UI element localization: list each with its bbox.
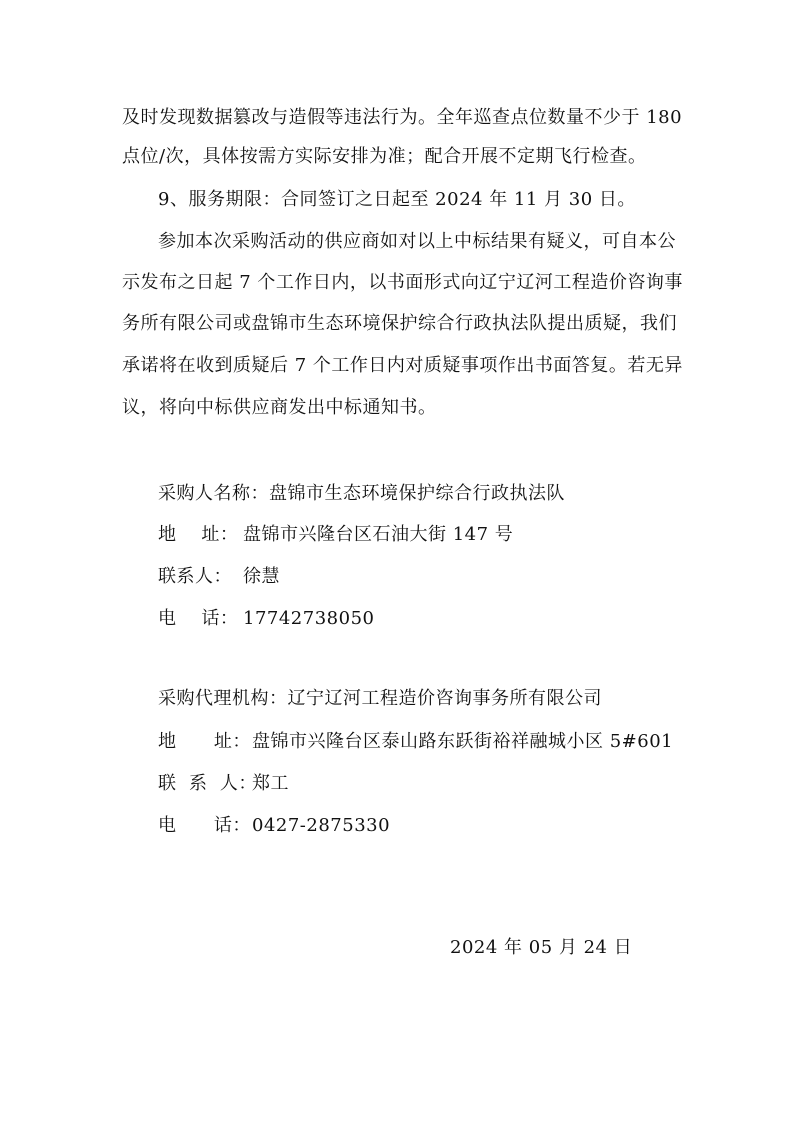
agency-phone-row — [158, 814, 390, 838]
objection-paragraph-line-5: 议，将向中标供应商发出中标通知书。 — [122, 397, 437, 418]
agency-address-row — [158, 730, 673, 754]
objection-paragraph-line-3: 务所有限公司或盘锦市生态环境保护综合行政执法队提出质疑，我们 — [122, 313, 677, 334]
body-paragraph-1-line-1: 及时发现数据篡改与造假等违法行为。全年巡查点位数量不少于 180 — [122, 107, 683, 128]
agency-name-label: 采购代理机构： — [158, 688, 288, 709]
agency-address-label: 地 址： — [158, 731, 251, 752]
purchaser-name-label: 采购人名称： — [158, 483, 269, 504]
purchaser-contact-value: 徐慧 — [243, 566, 280, 587]
agency-contact-value: 郑工 — [252, 773, 289, 794]
purchaser-contact-label: 联系人： — [158, 566, 232, 587]
objection-paragraph-line-1: 参加本次采购活动的供应商如对以上中标结果有疑义，可自本公 — [158, 231, 676, 252]
objection-paragraph-line-2: 示发布之日起 7 个工作日内，以书面形式向辽宁辽河工程造价咨询事 — [122, 272, 683, 293]
purchaser-phone-value: 17742738050 — [243, 608, 375, 629]
agency-name-row — [158, 687, 602, 711]
purchaser-contact-row — [158, 565, 280, 589]
agency-name-value: 辽宁辽河工程造价咨询事务所有限公司 — [287, 688, 602, 709]
service-period-line: 9、服务期限：合同签订之日起至 2024 年 11 月 30 日。 — [158, 189, 636, 210]
objection-paragraph-line-4: 承诺将在收到质疑后 7 个工作日内对质疑事项作出书面答复。若无异 — [122, 355, 683, 376]
agency-contact-label: 联 系 人： — [158, 773, 257, 794]
agency-address-value: 盘锦市兴隆台区泰山路东跃街裕祥融城小区 5#601 — [252, 731, 674, 752]
agency-phone-label: 电 话： — [158, 815, 251, 836]
body-paragraph-1-line-2: 点位/次，具体按需方实际安排为准；配合开展不定期飞行检查。 — [122, 146, 647, 167]
purchaser-name-value: 盘锦市生态环境保护综合行政执法队 — [269, 483, 565, 504]
purchaser-phone-label: 电 话： — [158, 608, 239, 629]
document-date: 2024 年 05 月 24 日 — [450, 937, 633, 958]
purchaser-address-row — [158, 523, 513, 547]
purchaser-address-label: 地 址： — [158, 524, 239, 545]
purchaser-phone-row — [158, 607, 374, 631]
purchaser-name-row — [158, 482, 565, 506]
agency-contact-row — [158, 772, 289, 796]
agency-phone-value: 0427-2875330 — [252, 815, 391, 836]
purchaser-address-value: 盘锦市兴隆台区石油大街 147 号 — [243, 524, 514, 545]
